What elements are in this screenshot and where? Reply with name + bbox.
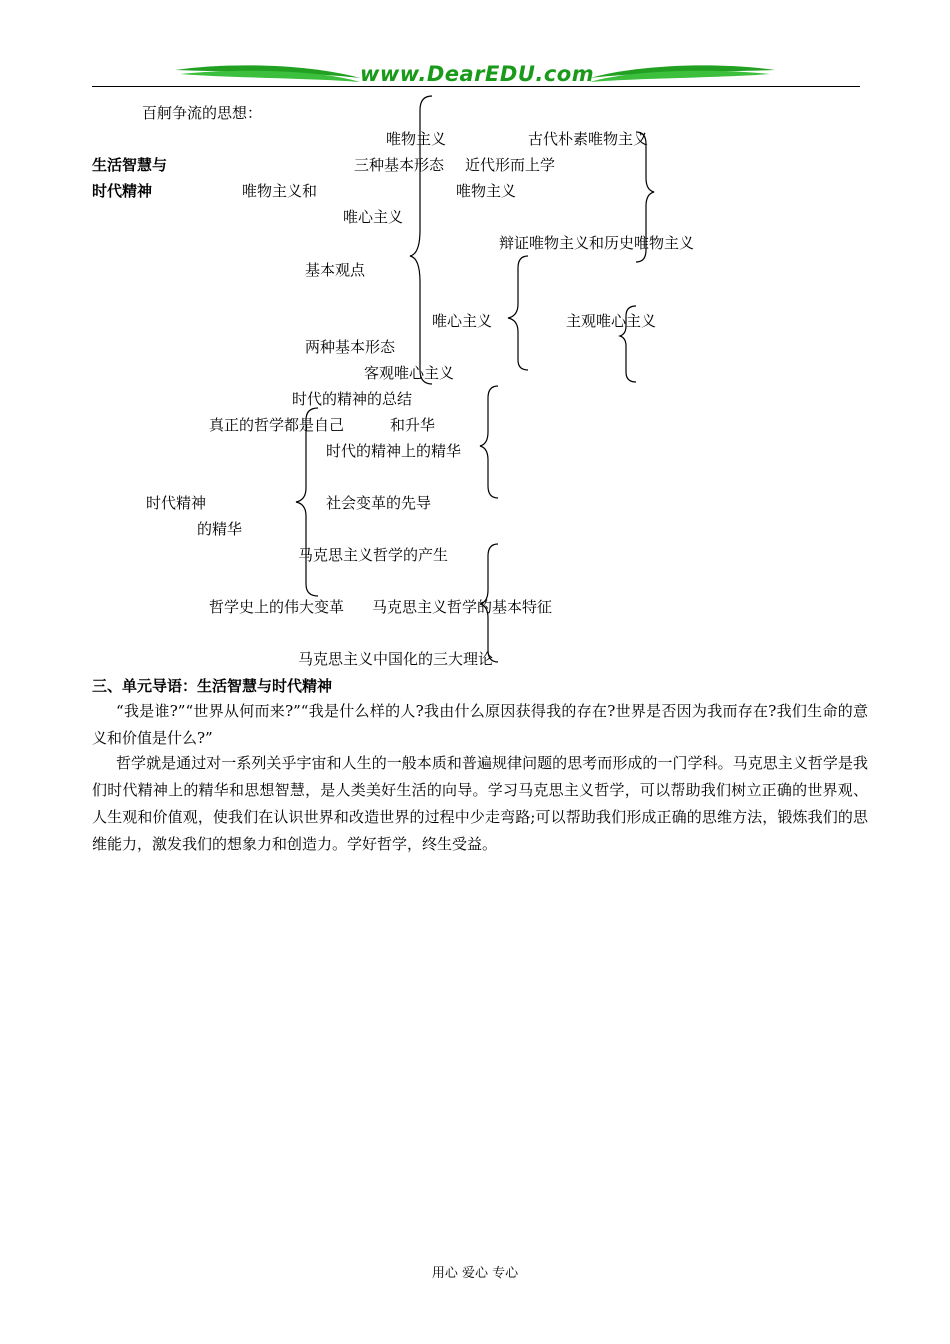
section-paragraph-1: “我是谁?”“世界从何而来?”“我是什么样的人?我由什么原因获得我的存在?世界是否因为我而存在?我们生命的意义和价值是什么?”: [92, 702, 868, 747]
intro-text: 百舸争流的思想：: [142, 104, 263, 122]
label-marxism-features: 马克思主义哲学的基本特征: [372, 598, 553, 616]
header-logo-text: www.DearEDU.com: [360, 62, 595, 86]
label-basic-views: 基本观点: [305, 261, 366, 279]
label-era-essence: 时代的精神上的精华: [326, 442, 462, 460]
page-footer: 用心 爱心 专心: [431, 1266, 519, 1281]
label-two-forms: 两种基本形态: [305, 338, 396, 356]
label-life-wisdom: 生活智慧与: [92, 156, 168, 174]
section-paragraph-2: 哲学就是通过对一系列关乎宇宙和人生的一般本质和普遍规律问题的思考而形成的一门学科。马克思主义哲学是我们时代精神上的精华和思想智慧，是人类美好生活的向导。学习马克思主义哲学，可以帮助我们树立正确的世界观、人生观和价值观，使我们在认识世界和改造世界的过程中少走弯路;可以帮助我们形成正确的思维方法，锻炼我们的思维能力，激发我们的想象力和创造力。学好哲学，终生受益。: [92, 754, 868, 853]
section-heading: 三、单元导语：生活智慧与时代精神: [92, 677, 333, 695]
label-materialism: 唯物主义: [386, 130, 447, 148]
label-subjective-idealism: 主观唯心主义: [566, 312, 657, 330]
label-objective-idealism: 客观唯心主义: [364, 364, 455, 382]
label-social-pioneer: 社会变革的先导: [326, 494, 432, 512]
label-ancient-materialism: 古代朴素唯物主义: [528, 130, 649, 148]
label-three-forms: 三种基本形态: [354, 156, 445, 174]
label-three-theories: 马克思主义中国化的三大理论: [298, 650, 494, 668]
label-era-spirit-2: 时代精神: [146, 494, 207, 512]
label-modern-metaphysics: 近代形而上学: [465, 156, 556, 174]
label-marxism-birth: 马克思主义哲学的产生: [298, 546, 449, 564]
label-idealism-suffix: 唯心主义: [343, 208, 404, 226]
label-era-summary: 时代的精神的总结: [292, 390, 413, 408]
label-and-sublimation: 和升华: [390, 416, 436, 434]
label-essence-of: 的精华: [197, 520, 243, 538]
brace-era-summary: [480, 386, 498, 498]
label-materialism-and: 唯物主义和: [242, 182, 318, 200]
label-materialism-2: 唯物主义: [456, 182, 517, 200]
label-idealism: 唯心主义: [432, 312, 493, 330]
label-great-change: 哲学史上的伟大变革: [209, 598, 345, 616]
label-era-spirit: 时代精神: [92, 182, 153, 200]
brace-idealism: [508, 256, 528, 370]
label-true-philosophy: 真正的哲学都是自己: [209, 416, 345, 434]
label-dialectical: 辩证唯物主义和历史唯物主义: [499, 234, 695, 252]
brace-era-spirit: [296, 408, 318, 596]
